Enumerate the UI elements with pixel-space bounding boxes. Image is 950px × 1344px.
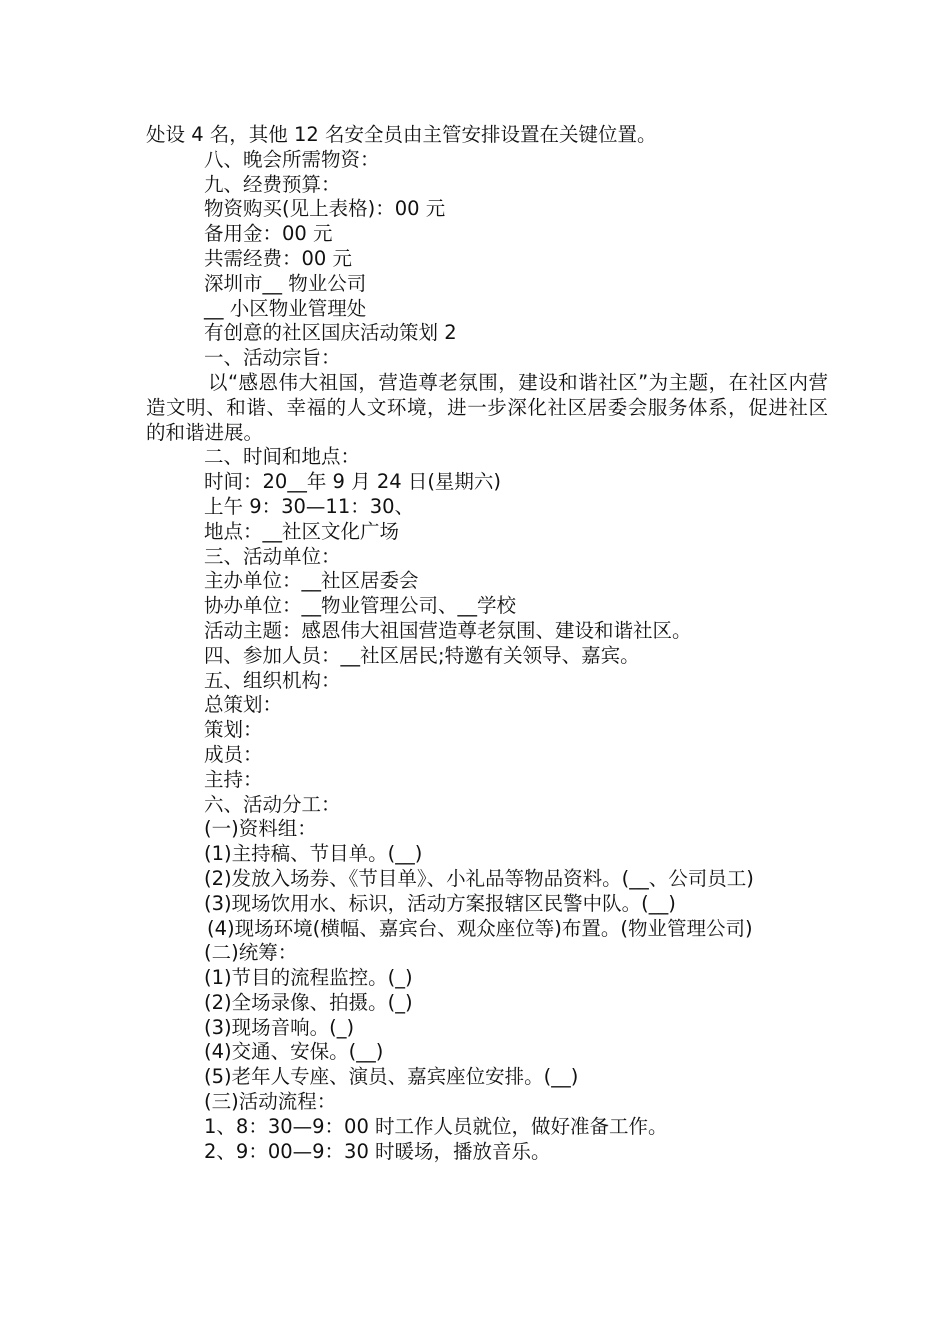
text-line: 上午 9：30—11：30、 [204, 494, 415, 518]
section-heading: 一、活动宗旨： [204, 346, 341, 370]
list-item: 1、8：30—9：00 时工作人员就位，做好准备工作。 [204, 1114, 668, 1138]
text-line: 策划： [204, 718, 263, 742]
text-line: 备用金：00 元 [204, 222, 333, 246]
section-heading: 二、时间和地点： [204, 445, 361, 469]
list-item: (5)老年人专座、演员、嘉宾座位安排。(__) [204, 1065, 579, 1089]
subsection-heading: (二)统筹： [204, 941, 298, 965]
list-item: (4)交通、安保。(__) [204, 1040, 384, 1064]
list-item: 2、9：00—9：30 时暖场，播放音乐。 [204, 1139, 551, 1163]
text-line: 处设 4 名，其他 12 名安全员由主管安排设置在关键位置。 [146, 123, 657, 146]
section-heading: 四、参加人员：__社区居民;特邀有关领导、嘉宾。 [204, 643, 640, 667]
subsection-heading: (三)活动流程： [204, 1090, 337, 1114]
list-item: (3)现场音响。(_) [204, 1015, 355, 1039]
section-heading: 八、晚会所需物资： [204, 147, 380, 171]
text-line: 主持： [204, 767, 263, 791]
list-item: (3)现场饮用水、标识，活动方案报辖区民警中队。(__) [204, 891, 676, 915]
text-line: 协办单位：__物业管理公司、__学校 [204, 594, 517, 618]
text-line: 物资购买(见上表格)：00 元 [204, 197, 446, 221]
list-item: (2)发放入场券、《节目单》、小礼品等物品资料。(__、公司员工) [204, 866, 754, 890]
text-line: __ 小区物业管理处 [204, 296, 367, 320]
section-heading: 三、活动单位： [204, 544, 341, 568]
list-item: (1)节目的流程监控。(_) [204, 966, 413, 990]
text-line: 活动主题：感恩伟大祖国营造尊老氛围、建设和谐社区。 [204, 618, 692, 642]
section-heading: 九、经费预算： [204, 172, 341, 196]
section-heading: 六、活动分工： [204, 792, 341, 816]
list-item: (1)主持稿、节目单。(__) [204, 842, 423, 866]
text-line: 深圳市__ 物业公司 [204, 271, 367, 295]
text-line: 共需经费：00 元 [204, 246, 353, 270]
list-item: (4)现场环境(横幅、嘉宾台、观众座位等)布置。(物业管理公司) [207, 916, 753, 940]
document-title: 有创意的社区国庆活动策划 2 [204, 321, 457, 345]
text-line: 成员： [204, 742, 263, 766]
section-heading: 五、组织机构： [204, 668, 341, 692]
text-line: 总策划： [204, 693, 283, 717]
document-body [146, 123, 828, 1164]
text-line: 时间：20__年 9 月 24 日(星期六) [204, 470, 502, 494]
paragraph: 以“感恩伟大祖国，营造尊老氛围，建设和谐社区”为主题，在社区内营造文明、和谐、幸福的人文环境，进一步深化社区居委会服务体系，促进社区的和谐进展。 [146, 370, 828, 444]
list-item: (2)全场录像、拍摄。(_) [204, 990, 413, 1014]
text-line: 地点：__社区文化广场 [204, 519, 400, 543]
text-line: 主办单位：__社区居委会 [204, 569, 419, 593]
subsection-heading: (一)资料组： [204, 817, 317, 841]
